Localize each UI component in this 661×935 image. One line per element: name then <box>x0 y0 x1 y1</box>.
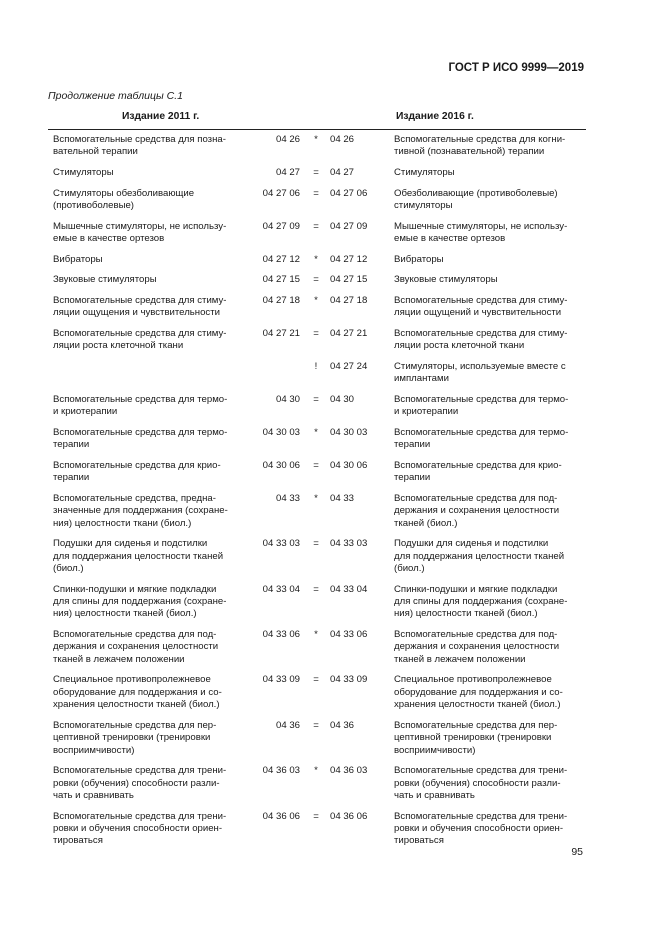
name-2011: Вспомогательные средства для стиму- ляции роста клеточной ткани <box>53 327 227 352</box>
relation-sign: = <box>313 538 319 550</box>
table-row <box>48 295 586 328</box>
name-2011: Вспомогательные средства для термо- и криотерапии <box>53 393 228 418</box>
table-row <box>48 134 586 167</box>
name-2016: Вспомогательные средства для термо- и криотерапии <box>394 393 569 418</box>
table-row <box>48 584 586 629</box>
code-2011: 04 33 03 <box>262 538 300 550</box>
code-2011: 04 30 06 <box>262 459 300 471</box>
code-2016: 04 26 <box>330 134 355 145</box>
relation-sign: = <box>313 327 319 339</box>
code-2011: 04 36 <box>275 719 300 731</box>
table-row <box>48 765 586 810</box>
code-2016: 04 33 06 <box>330 628 368 640</box>
code-2016: 04 33 09 <box>330 674 368 686</box>
relation-sign: = <box>313 719 319 731</box>
relation-sign: = <box>313 187 319 199</box>
table-row <box>48 427 586 460</box>
code-2016: 04 36 <box>330 719 355 731</box>
name-2016: Вспомогательные средства для под- держания и сохранения целостности тканей (биол.) <box>394 492 560 529</box>
relation-sign: * <box>314 628 318 640</box>
relation-sign: = <box>313 220 319 232</box>
code-2016: 04 36 03 <box>330 765 368 777</box>
relation-sign: ! <box>314 360 318 372</box>
code-2016: 04 27 15 <box>330 274 368 286</box>
name-2016: Стимуляторы <box>394 167 455 178</box>
name-2011: Вспомогательные средства для стиму- ляции ощущения и чувствительности <box>53 294 227 319</box>
code-2011: 04 27 18 <box>262 294 300 306</box>
column-header-2011: Издание 2011 г. <box>122 111 200 122</box>
relation-sign: = <box>313 393 319 405</box>
table-row <box>48 254 586 275</box>
name-2011: Вспомогательные средства для термо- терапии <box>53 426 228 451</box>
name-2016: Вспомогательные средства для когни- тивной (познавательной) терапии <box>394 134 566 158</box>
code-2011: 04 33 04 <box>262 583 300 595</box>
relation-sign: = <box>313 810 319 822</box>
code-2016: 04 30 <box>330 393 355 405</box>
table-row <box>48 674 586 719</box>
relation-sign: = <box>313 583 319 595</box>
code-2016: 04 30 06 <box>330 459 368 471</box>
code-2016: 04 27 21 <box>330 327 368 339</box>
code-2016: 04 27 12 <box>330 253 368 265</box>
name-2011: Стимуляторы обезболивающие (противоболевые) <box>53 187 195 211</box>
code-2016: 04 33 03 <box>330 538 368 550</box>
code-2016: 04 30 03 <box>330 426 368 438</box>
table-row <box>48 538 586 583</box>
page-number: 95 <box>571 846 583 858</box>
table-row <box>48 493 586 538</box>
code-2016: 04 36 06 <box>330 810 368 822</box>
table-header <box>48 107 586 130</box>
table-row <box>48 328 586 361</box>
column-header-2016: Издание 2016 г. <box>396 111 474 122</box>
code-2011: 04 33 09 <box>262 674 300 686</box>
name-2016: Обезболивающие (противоболевые) стимуляторы <box>394 187 558 211</box>
name-2016: Подушки для сиденья и подстилки для поддержания целостности тканей (биол.) <box>394 538 565 574</box>
name-2016: Вспомогательные средства для трени- ровки и обучения способности ориен- тироваться <box>394 810 568 847</box>
name-2016: Вспомогательные средства для под- держания и сохранения целостности тканей в лежачем положении <box>394 628 560 665</box>
table-body <box>48 134 586 856</box>
name-2016: Специальное противопролежневое оборудование для поддержания и со- хранения целостности тканей (биол.) <box>394 674 563 711</box>
document-header: ГОСТ Р ИСО 9999—2019 <box>448 62 584 74</box>
name-2016: Вспомогательные средства для крио- терапии <box>394 459 562 484</box>
code-2016: 04 33 04 <box>330 583 368 595</box>
code-2011: 04 30 <box>275 393 300 405</box>
name-2011: Вспомогательные средства для трени- ровки и обучения способности ориен- тироваться <box>53 810 227 847</box>
name-2011: Вспомогательные средства для крио- терапии <box>53 459 221 484</box>
name-2011: Звуковые стимуляторы <box>53 274 157 286</box>
relation-sign: * <box>314 765 318 777</box>
relation-sign: * <box>314 294 318 306</box>
table-row <box>48 811 586 856</box>
name-2016: Вспомогательные средства для пер- цептивной тренировки (тренировки восприимчивости) <box>394 719 558 756</box>
relation-sign: * <box>314 492 318 504</box>
table-row <box>48 221 586 254</box>
relation-sign: = <box>313 459 319 471</box>
relation-sign: * <box>314 426 318 438</box>
code-2011: 04 27 12 <box>262 253 300 265</box>
name-2011: Подушки для сиденья и подстилки для поддержания целостности тканей (биол.) <box>53 538 224 574</box>
code-2011: 04 36 06 <box>262 810 300 822</box>
name-2011: Вспомогательные средства, предна- значенные для поддержания (сохране- ния) целостности ткани (биол.) <box>53 492 228 529</box>
relation-sign: = <box>313 674 319 686</box>
code-2016: 04 33 <box>330 492 355 504</box>
relation-sign: = <box>313 274 319 286</box>
code-2011: 04 26 <box>275 134 300 145</box>
name-2011: Специальное противопролежневое оборудование для поддержания и со- хранения целостности тканей (биол.) <box>53 674 222 711</box>
code-2016: 04 27 <box>330 167 355 178</box>
code-2011: 04 27 <box>275 167 300 178</box>
table-row <box>48 274 586 295</box>
code-2016: 04 27 06 <box>330 187 368 199</box>
table-row <box>48 629 586 674</box>
name-2016: Вспомогательные средства для стиму- ляции ощущений и чувствительности <box>394 294 568 319</box>
relation-sign: * <box>314 134 318 145</box>
name-2011: Спинки-подушки и мягкие подкладки для спины для поддержания (сохране- ния) целостности тканей (биол.) <box>53 583 227 620</box>
name-2016: Вспомогательные средства для термо- терапии <box>394 426 569 451</box>
name-2011: Вспомогательные средства для трени- ровки (обучения) способности разли- чать и сравнивать <box>53 765 227 801</box>
code-2016: 04 27 18 <box>330 294 368 306</box>
name-2011: Вибраторы <box>53 253 103 265</box>
name-2016: Вспомогательные средства для стиму- ляции роста клеточной ткани <box>394 327 568 352</box>
code-2016: 04 27 09 <box>330 220 368 232</box>
name-2016: Вибраторы <box>394 253 444 265</box>
code-2011: 04 27 21 <box>262 327 300 339</box>
table-row <box>48 394 586 427</box>
name-2016: Мышечные стимуляторы, не использу- емые в качестве ортезов <box>394 220 568 244</box>
name-2011: Вспомогательные средства для позна- вательной терапии <box>53 134 226 158</box>
name-2016: Вспомогательные средства для трени- ровки (обучения) способности разли- чать и сравнивать <box>394 765 568 801</box>
code-2011: 04 27 15 <box>262 274 300 286</box>
name-2011: Вспомогательные средства для пер- цептивной тренировки (тренировки восприимчивости) <box>53 719 217 756</box>
name-2011: Стимуляторы <box>53 167 114 178</box>
name-2016: Звуковые стимуляторы <box>394 274 498 286</box>
relation-sign: * <box>314 253 318 265</box>
name-2016: Спинки-подушки и мягкие подкладки для спины для поддержания (сохране- ния) целостности тканей (биол.) <box>394 583 568 620</box>
relation-sign: = <box>313 167 319 178</box>
table-row <box>48 460 586 493</box>
code-2016: 04 27 24 <box>330 360 368 372</box>
code-2011: 04 36 03 <box>262 765 300 777</box>
code-2011: 04 30 03 <box>262 426 300 438</box>
table-row <box>48 361 586 394</box>
name-2016: Стимуляторы, используемые вместе с имплантами <box>394 360 566 385</box>
code-2011: 04 27 06 <box>262 187 300 199</box>
table-row <box>48 720 586 765</box>
code-2011: 04 33 06 <box>262 628 300 640</box>
name-2011: Мышечные стимуляторы, не использу- емые в качестве ортезов <box>53 220 227 244</box>
table-row <box>48 167 586 188</box>
code-2011: 04 27 09 <box>262 220 300 232</box>
code-2011: 04 33 <box>275 492 300 504</box>
table-row <box>48 188 586 221</box>
name-2011: Вспомогательные средства для под- держания и сохранения целостности тканей в лежачем положении <box>53 628 219 665</box>
table-caption: Продолжение таблицы С.1 <box>48 90 183 102</box>
